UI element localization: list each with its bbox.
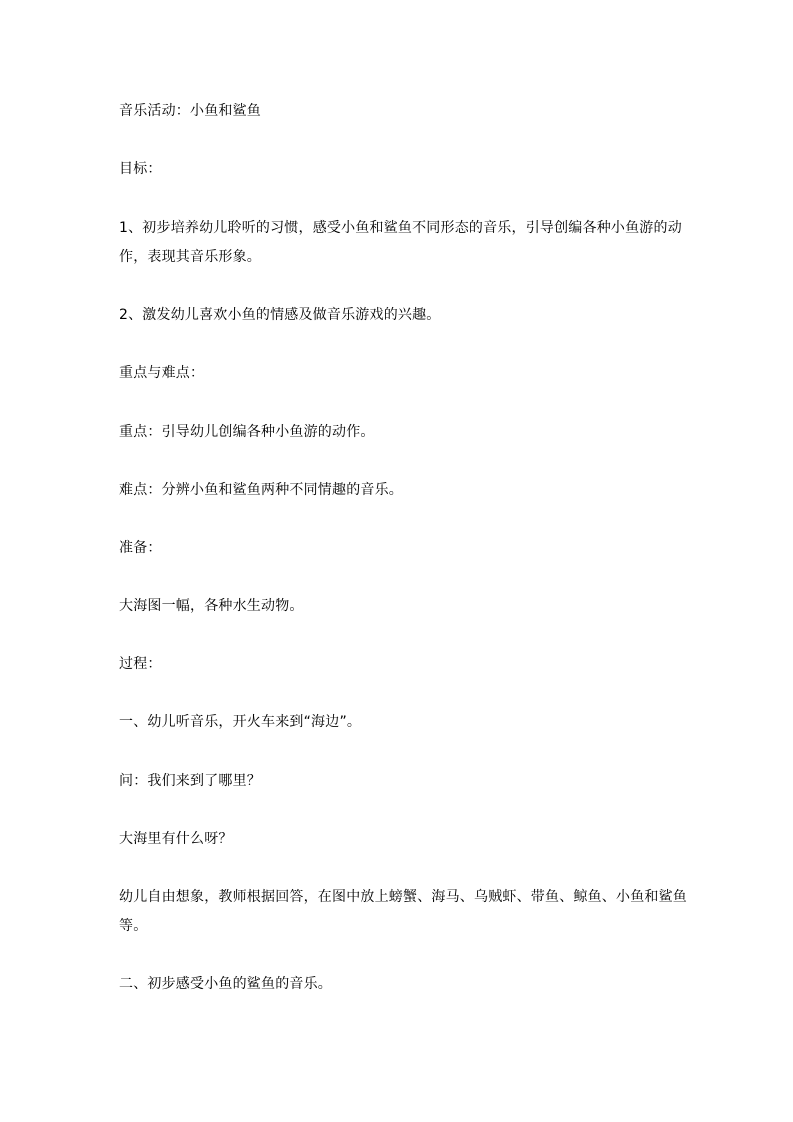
goal-1-line-2: 作，表现其音乐形象。 (119, 249, 261, 265)
document-title: 音乐活动：小鱼和鲨鱼 (119, 103, 261, 119)
difficulty-point: 难点：分辨小鱼和鲨鱼两种不同情趣的音乐。 (119, 482, 403, 498)
step-2: 二、初步感受小鱼的鲨鱼的音乐。 (119, 976, 332, 992)
answer-line-2: 等。 (119, 918, 148, 934)
question-1: 问：我们来到了哪里？ (119, 773, 261, 789)
goal-1-line-1: 1、初步培养幼儿聆听的习惯，感受小鱼和鲨鱼不同形态的音乐，引导创编各种小鱼游的动 (119, 220, 682, 236)
step-1: 一、幼儿听音乐，开火车来到“海边”。 (119, 714, 362, 730)
goal-heading: 目标： (119, 161, 162, 177)
prep-heading: 准备： (119, 540, 162, 556)
prep-content: 大海图一幅，各种水生动物。 (119, 598, 304, 614)
key-point: 重点：引导幼儿创编各种小鱼游的动作。 (119, 424, 375, 440)
key-heading: 重点与难点： (119, 365, 205, 381)
question-2: 大海里有什么呀？ (119, 831, 233, 847)
answer-line-1: 幼儿自由想象，教师根据回答，在图中放上螃蟹、海马、乌贼虾、带鱼、鲸鱼、小鱼和鲨鱼 (119, 889, 687, 905)
process-heading: 过程： (119, 656, 162, 672)
goal-2: 2、激发幼儿喜欢小鱼的情感及做音乐游戏的兴趣。 (119, 307, 441, 323)
